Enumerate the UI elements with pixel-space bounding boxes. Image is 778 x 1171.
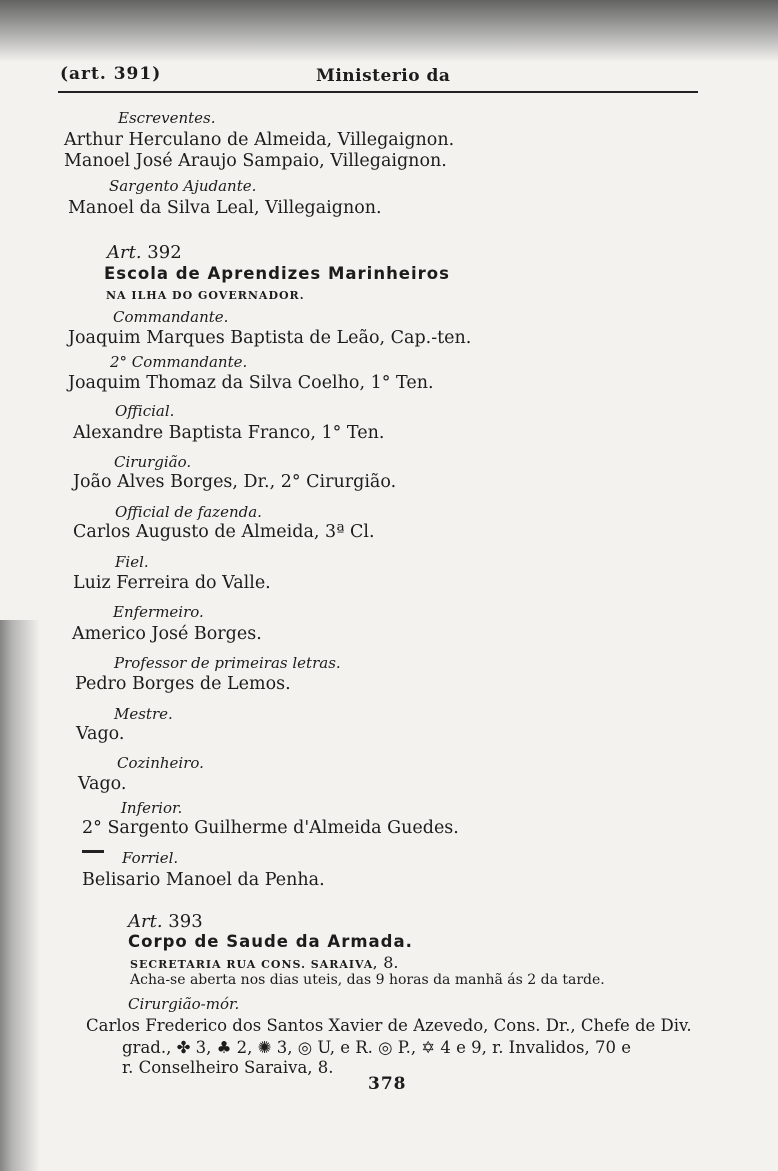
entry-line: grad., ✤ 3, ♣ 2, ✺ 3, ◎ U, e R. ◎ P., ✡ 4 e 9, r. Invalidos, 70 e xyxy=(122,1038,631,1057)
role-heading: Professor de primeiras letras. xyxy=(114,654,341,672)
article-number-value: 392 xyxy=(147,242,182,263)
section-title: Corpo de Saude da Armada. xyxy=(128,932,413,951)
entry-name: Vago. xyxy=(78,774,127,794)
role-heading: Official. xyxy=(115,402,175,420)
role-heading: Fiel. xyxy=(115,553,149,571)
entry-name: Luiz Ferreira do Valle. xyxy=(73,573,271,593)
role-heading: Official de fazenda. xyxy=(115,503,262,521)
entry-name: Joaquim Marques Baptista de Leão, Cap.-ten. xyxy=(68,328,472,348)
article-prefix: Art. xyxy=(128,911,163,932)
role-heading: Commandante. xyxy=(113,308,229,326)
entry-name: Alexandre Baptista Franco, 1° Ten. xyxy=(73,423,385,443)
entry-line: r. Conselheiro Saraiva, 8. xyxy=(122,1058,334,1077)
role-heading: Mestre. xyxy=(114,705,173,723)
role-heading: 2° Commandante. xyxy=(110,353,248,371)
section-subtitle: NA ILHA DO GOVERNADOR. xyxy=(106,289,305,302)
article-prefix: Art. xyxy=(107,242,142,263)
role-heading: Cozinheiro. xyxy=(117,754,204,772)
address-line xyxy=(130,955,398,971)
running-header-article: (art. 391) xyxy=(60,64,162,84)
entry-line: Carlos Frederico dos Santos Xavier de Azevedo, Cons. Dr., Chefe de Div. xyxy=(86,1016,692,1035)
scan-shadow-left xyxy=(0,620,40,1171)
article-number xyxy=(128,913,203,931)
em-dash-mark xyxy=(82,850,104,853)
role-heading: Inferior. xyxy=(121,799,183,817)
role-heading: Enfermeiro. xyxy=(113,603,204,621)
role-heading: Escreventes. xyxy=(118,109,216,127)
entry-name: Pedro Borges de Lemos. xyxy=(75,674,291,694)
role-heading: Sargento Ajudante. xyxy=(109,177,257,195)
entry-line: Manoel José Araujo Sampaio, Villegaignon. xyxy=(64,151,447,171)
section-title: Escola de Aprendizes Marinheiros xyxy=(104,264,450,283)
article-number-value: 393 xyxy=(168,911,203,932)
entry-name: Vago. xyxy=(76,724,125,744)
entry-name: Belisario Manoel da Penha. xyxy=(82,870,325,890)
running-header-title: Ministerio da xyxy=(316,66,451,86)
scan-shadow-top xyxy=(0,0,778,62)
address-label: SECRETARIA RUA CONS. SARAIVA, xyxy=(130,958,379,971)
header-rule xyxy=(58,91,698,93)
office-hours: Acha-se aberta nos dias uteis, das 9 horas da manhã ás 2 da tarde. xyxy=(130,972,605,988)
address-number: 8. xyxy=(383,953,399,972)
role-heading: Cirurgião-mór. xyxy=(128,995,240,1013)
role-heading: Forriel. xyxy=(122,849,179,867)
entry-name: Carlos Augusto de Almeida, 3ª Cl. xyxy=(73,522,375,542)
entry-name: 2° Sargento Guilherme d'Almeida Guedes. xyxy=(82,818,459,838)
role-heading: Cirurgião. xyxy=(114,453,192,471)
page-number: 378 xyxy=(368,1074,407,1094)
entry-line: Arthur Herculano de Almeida, Villegaignon. xyxy=(64,130,455,150)
article-number xyxy=(107,244,182,262)
entry-name: Americo José Borges. xyxy=(72,624,262,644)
entry-name: Joaquim Thomaz da Silva Coelho, 1° Ten. xyxy=(68,373,434,393)
entry-name: João Alves Borges, Dr., 2° Cirurgião. xyxy=(73,472,397,492)
entry-line: Manoel da Silva Leal, Villegaignon. xyxy=(68,198,382,218)
